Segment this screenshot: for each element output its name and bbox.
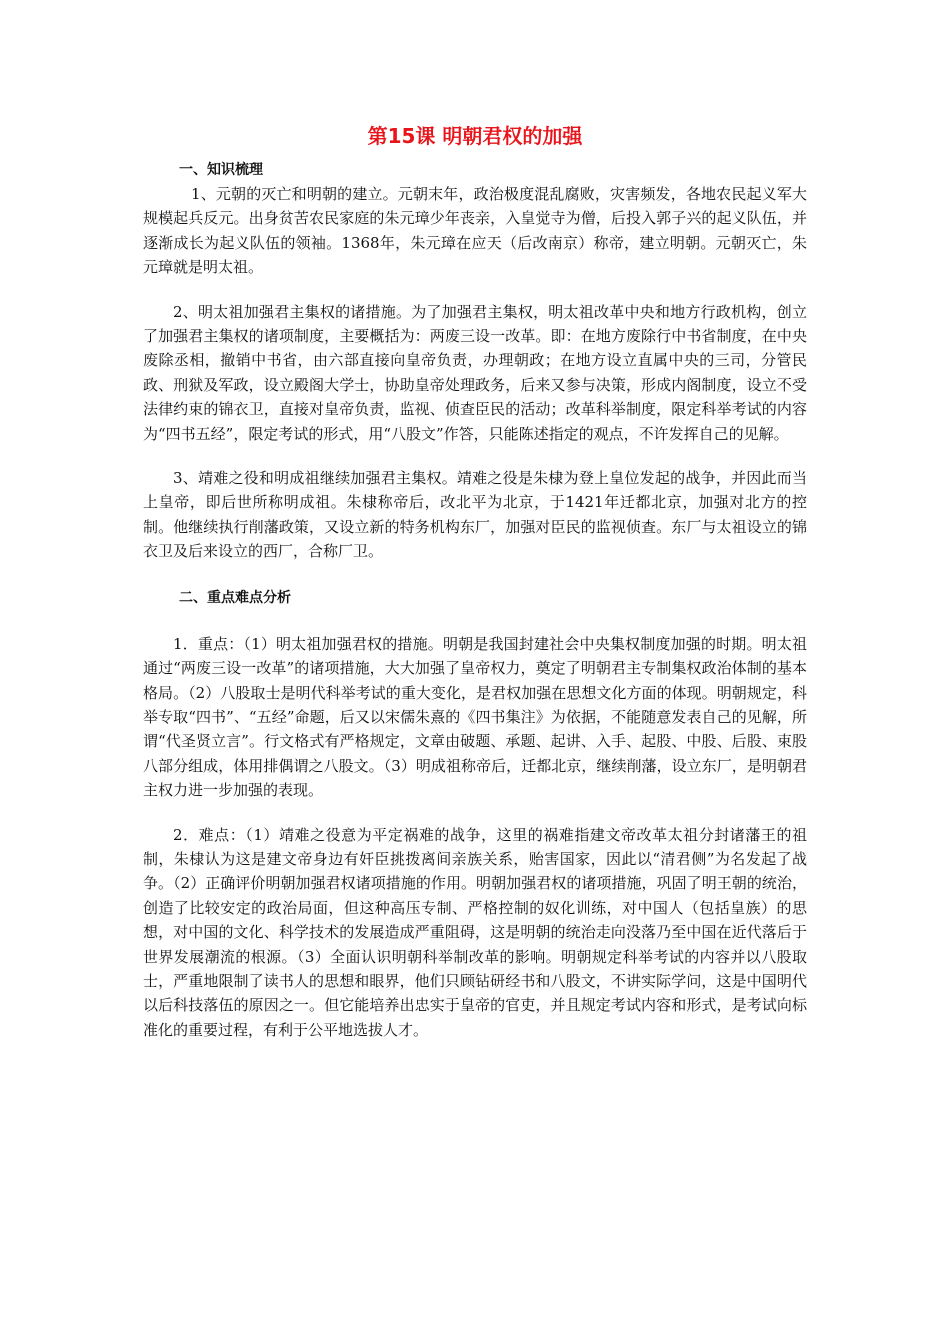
- page-title: 第15课 明朝君权的加强: [367, 124, 583, 148]
- paragraph-spacer: [143, 803, 807, 823]
- document-page: [143, 122, 807, 1042]
- paragraph-difficult-points: 2．难点：（1）靖难之役意为平定祸难的战争，这里的祸难指建文帝改革太祖分封诸藩王的祖制，朱棣认为这是建文帝身边有奸臣挑拨离间亲族关系，贻害国家，因此以“清君侧”为名发起了战争。（2）正确评价明朝加强君权诸项措施的作用。明朝加强君权的诸项措施，巩固了明王朝的统治，创造了比较安定的政治局面，但这种高压专制、严格控制的奴化训练，对中国人（包括皇族）的思想，对中国的文化、科学技术的发展造成严重阻碍，这是明朝的统治走向没落乃至中国在近代落后于世界发展潮流的根源。（3）全面认识明朝科举制改革的影响。明朝规定科举考试的内容并以八股取士，严重地限制了读书人的思想和眼界，他们只顾钻研经书和八股文，不讲实际学问，这是中国明代以后科技落伍的原因之一。但它能培养出忠实于皇帝的官吏，并且规定考试内容和形式，是考试向标准化的重要过程，有利于公平地选拔人才。: [143, 825, 807, 1039]
- paragraph-key-points: 1．重点：（1）明太祖加强君权的措施。明朝是我国封建社会中央集权制度加强的时期。明太祖通过“两废三设一改革”的诸项措施，大大加强了皇帝权力，奠定了明朝君主专制集权政治体制的基本格局。（2）八股取士是明代科举考试的重大变化，是君权加强在思想文化方面的体现。明朝规定，科举专取“四书”、“五经”命题，后又以宋儒朱熹的《四书集注》为依据，不能随意发表自己的见解，所谓“代圣贤立言”。行文格式有严格规定，文章由破题、承题、起讲、入手、起股、中股、后股、束股八部分组成，体用排偶谓之八股文。（3）明成祖称帝后，迁都北京，继续削藩，设立东厂，是明朝君主权力进一步加强的表现。: [143, 634, 807, 800]
- paragraph-spacer: [143, 610, 807, 632]
- paragraph-spacer: [143, 564, 807, 586]
- paragraph-taizu-measures: 2、明太祖加强君主集权的诸措施。为了加强君主集权，明太祖改革中央和地方行政机构，创立了加强君主集权的诸项制度，主要概括为：两废三设一改革。即：在地方废除行中书省制度，在中央废除丞相，撤销中书省，由六部直接向皇帝负责，办理朝政；在地方设立直属中央的三司，分管民政、刑狱及军政，设立殿阁大学士，协助皇帝处理政务，后来又参与决策，形成内阁制度，设立不受法律约束的锦衣卫，直接对皇帝负责，监视、侦查臣民的活动；改革科举制度，限定科举考试的内容为“四书五经”，限定考试的形式，用“八股文”作答，只能陈述指定的观点，不许发挥自己的见解。: [143, 302, 807, 443]
- section-heading-knowledge: 一、知识梳理: [179, 162, 263, 178]
- paragraph-yuan-ming: 1、元朝的灭亡和明朝的建立。元朝末年，政治极度混乱腐败，灾害频发，各地农民起义军大规模起兵反元。出身贫苦农民家庭的朱元璋少年丧亲，入皇觉寺为僧，后投入郭子兴的起义队伍，并逐渐成长为起义队伍的领袖。1368年，朱元璋在应天（后改南京）称帝，建立明朝。元朝灭亡，朱元璋就是明太祖。: [143, 185, 807, 277]
- paragraph-spacer: [143, 280, 807, 300]
- paragraph-jingnan: 3、靖难之役和明成祖继续加强君主集权。靖难之役是朱棣为登上皇位发起的战争，并因此而当上皇帝，即后世所称明成祖。朱棣称帝后，改北平为北京，于1421年迁都北京，加强对北方的控制。他继续执行削藩政策，又设立新的特务机构东厂，加强对臣民的监视侦查。东厂与太祖设立的锦衣卫及后来设立的西厂，合称厂卫。: [143, 469, 807, 561]
- section-heading-analysis: 二、重点难点分析: [179, 589, 291, 606]
- paragraph-spacer: [143, 446, 807, 466]
